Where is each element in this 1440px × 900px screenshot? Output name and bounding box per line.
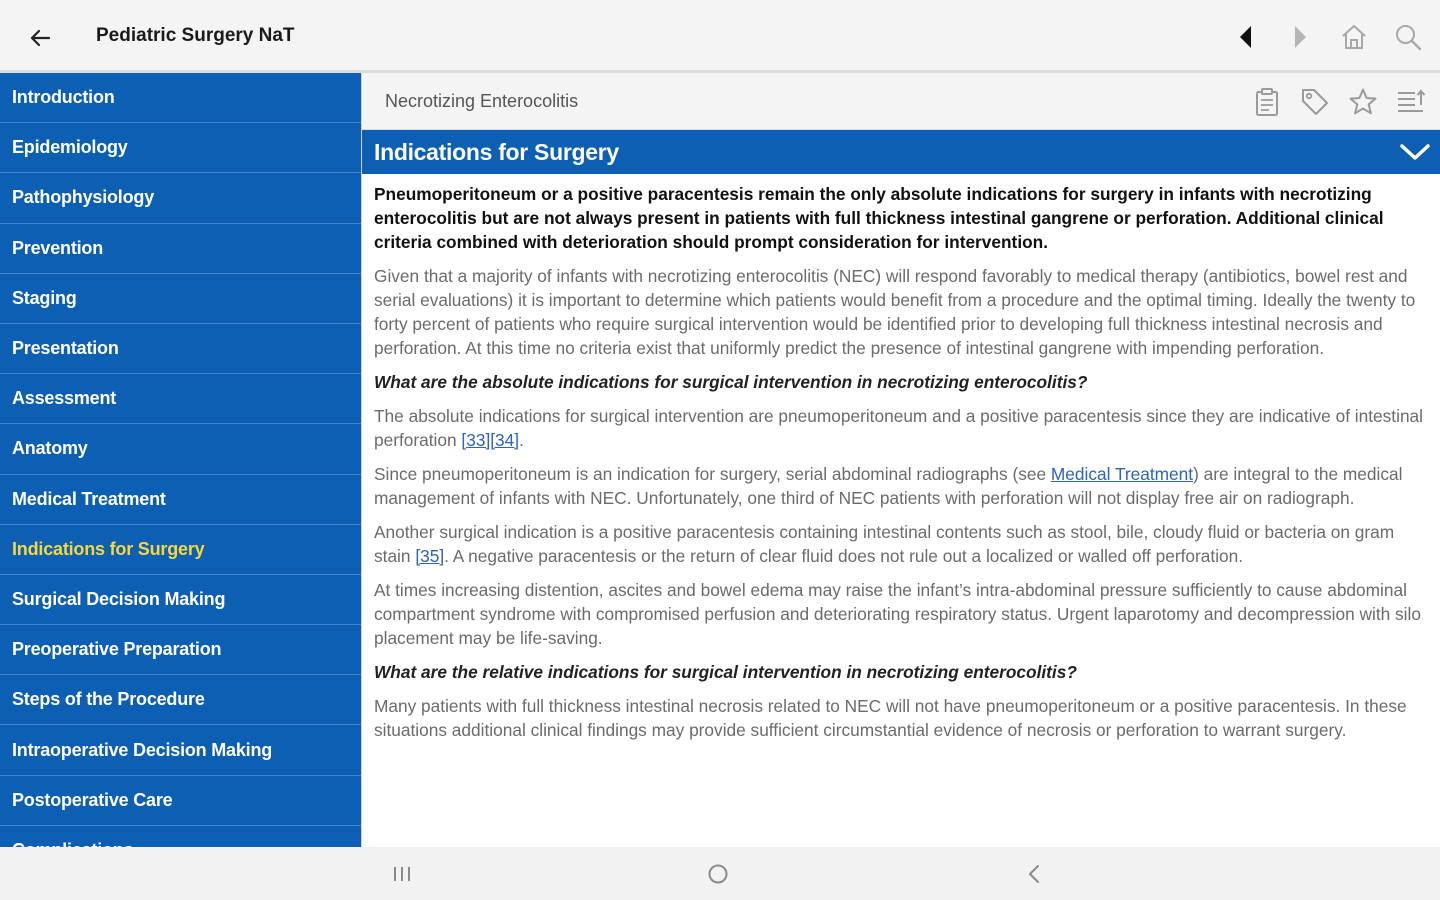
medical-treatment-link[interactable]: Medical Treatment <box>1050 464 1194 484</box>
sidebar-item-intraoperative-decision-making[interactable]: Intraoperative Decision Making <box>0 725 361 775</box>
paragraph-3-before: Since pneumoperitoneum is an indication for surgery, serial abdominal radiographs (see <box>374 464 1051 484</box>
system-home-button[interactable] <box>698 857 738 891</box>
home-button[interactable] <box>1336 18 1372 56</box>
content-pane <box>361 73 1440 847</box>
tag-icon <box>1300 87 1330 117</box>
paragraph-4-before: Another surgical indication is a positive paracentesis containing intestinal contents such as stool, bile, cloudy fluid or bacteria on gram stain <box>374 522 1395 566</box>
reference-link-35[interactable]: [35] <box>415 546 445 566</box>
paragraph-3-after: ) are integral to the medical management of infants with NEC. Unfortunately, one third of NEC patients with perforation will not display free air on radiograph. <box>374 464 1403 508</box>
question-relative-indications: What are the relative indications for surgical intervention in necrotizing enterocolitis? <box>374 662 1077 682</box>
lead-paragraph: Pneumoperitoneum or a positive paracentesis remain the only absolute indications for surgery in infants with necrotizing enterocolitis but are not always present in patients with full thickness intestinal gangrene or perforation. Additional clinical criteria combined with deterioration should prompt consideration for intervention. <box>374 184 1384 252</box>
star-icon <box>1348 87 1378 117</box>
reference-link-34[interactable]: [34] <box>490 430 520 450</box>
tag-button[interactable] <box>1296 83 1334 121</box>
paragraph-4 <box>374 520 1426 568</box>
content-toolbar-actions <box>1248 83 1430 121</box>
chevron-down-icon <box>1399 142 1431 162</box>
back-arrow-icon <box>29 27 51 49</box>
paragraph-6: Many patients with full thickness intestinal necrosis related to NEC will not have pneumoperitoneum or a positive paracentesis. In these situations additional clinical findings may provide sufficient circumstantial evidence of necrosis or perforation to warrant surgery. <box>374 696 1407 740</box>
previous-page-button[interactable] <box>1228 18 1264 56</box>
sidebar-item-assessment[interactable]: Assessment <box>0 374 361 424</box>
breadcrumb: Necrotizing Enterocolitis <box>385 91 579 111</box>
back-button[interactable] <box>22 20 58 56</box>
paragraph-2-end: . <box>519 430 524 450</box>
reference-link-33[interactable]: [33] <box>461 430 491 450</box>
sidebar-toc <box>0 73 361 847</box>
recent-apps-button[interactable] <box>382 857 422 891</box>
sidebar-item-surgical-decision-making[interactable]: Surgical Decision Making <box>0 575 361 625</box>
collapse-section-button[interactable] <box>1398 136 1432 168</box>
question-absolute-indications: What are the absolute indications for surgical intervention in necrotizing enterocolitis? <box>374 372 1088 392</box>
next-triangle-icon <box>1292 25 1308 49</box>
content-toolbar <box>362 73 1440 130</box>
search-icon <box>1394 23 1422 51</box>
sidebar-item-pathophysiology[interactable]: Pathophysiology <box>0 173 361 223</box>
sidebar-item-introduction[interactable]: Introduction <box>0 73 361 123</box>
sidebar-item-indications-for-surgery[interactable]: Indications for Surgery <box>0 525 361 575</box>
next-page-button[interactable] <box>1282 18 1318 56</box>
sidebar-item-postoperative-care[interactable]: Postoperative Care <box>0 776 361 826</box>
sidebar-item-preoperative-preparation[interactable]: Preoperative Preparation <box>0 625 361 675</box>
section-title: Indications for Surgery <box>374 139 619 165</box>
notes-icon <box>1254 87 1280 117</box>
notes-button[interactable] <box>1248 83 1286 121</box>
app-title: Pediatric Surgery NaT <box>96 25 295 46</box>
sidebar-item-medical-treatment[interactable]: Medical Treatment <box>0 475 361 525</box>
app-bar-actions <box>1228 18 1426 56</box>
sidebar-item-prevention[interactable]: Prevention <box>0 224 361 274</box>
search-button[interactable] <box>1390 18 1426 56</box>
back-chevron-icon <box>1027 864 1041 884</box>
table-of-contents-button[interactable] <box>1392 83 1430 121</box>
app-bar <box>0 0 1440 73</box>
sidebar-item-steps-of-the-procedure[interactable]: Steps of the Procedure <box>0 675 361 725</box>
paragraph-5: At times increasing distention, ascites and bowel edema may raise the infant’s intra-abdominal pressure sufficiently to cause abdominal compartment syndrome with compromised perfusion and deteriorating respiratory status. Urgent laparotomy and decompression with silo placement may be life-saving. <box>374 580 1421 648</box>
system-back-button[interactable] <box>1014 857 1054 891</box>
sidebar-item-presentation[interactable]: Presentation <box>0 324 361 374</box>
system-nav-bar <box>0 847 1440 900</box>
recent-apps-icon <box>391 865 413 883</box>
paragraph-3 <box>374 462 1426 510</box>
home-icon <box>1340 23 1368 51</box>
paragraph-2-text: The absolute indications for surgical intervention are pneumoperitoneum and a positive paracentesis since they are indicative of intestinal perforation <box>374 406 1424 450</box>
article-body <box>362 174 1440 847</box>
sidebar-item-epidemiology[interactable]: Epidemiology <box>0 123 361 173</box>
sidebar-item-staging[interactable]: Staging <box>0 274 361 324</box>
section-header[interactable] <box>362 130 1440 174</box>
paragraph-2 <box>374 404 1426 452</box>
home-circle-icon <box>707 863 729 885</box>
sidebar-item-anatomy[interactable]: Anatomy <box>0 424 361 474</box>
table-of-contents-icon <box>1395 87 1427 117</box>
paragraph-1: Given that a majority of infants with necrotizing enterocolitis (NEC) will respond favorably to medical therapy (antibiotics, bowel rest and serial evaluations) it is important to determine which patients would benefit from a procedure and the optimal timing. Ideally the twenty to forty percent of patients who require surgical intervention would be identified prior to developing full thickness intestinal necrosis and perforation. At this time no criteria exist that uniformly predict the presence of intestinal gangrene with impending perforation. <box>374 266 1416 358</box>
paragraph-4-after: . A negative paracentesis or the return of clear fluid does not rule out a localized or walled off perforation. <box>444 546 1244 566</box>
previous-triangle-icon <box>1238 25 1254 49</box>
favorite-button[interactable] <box>1344 83 1382 121</box>
